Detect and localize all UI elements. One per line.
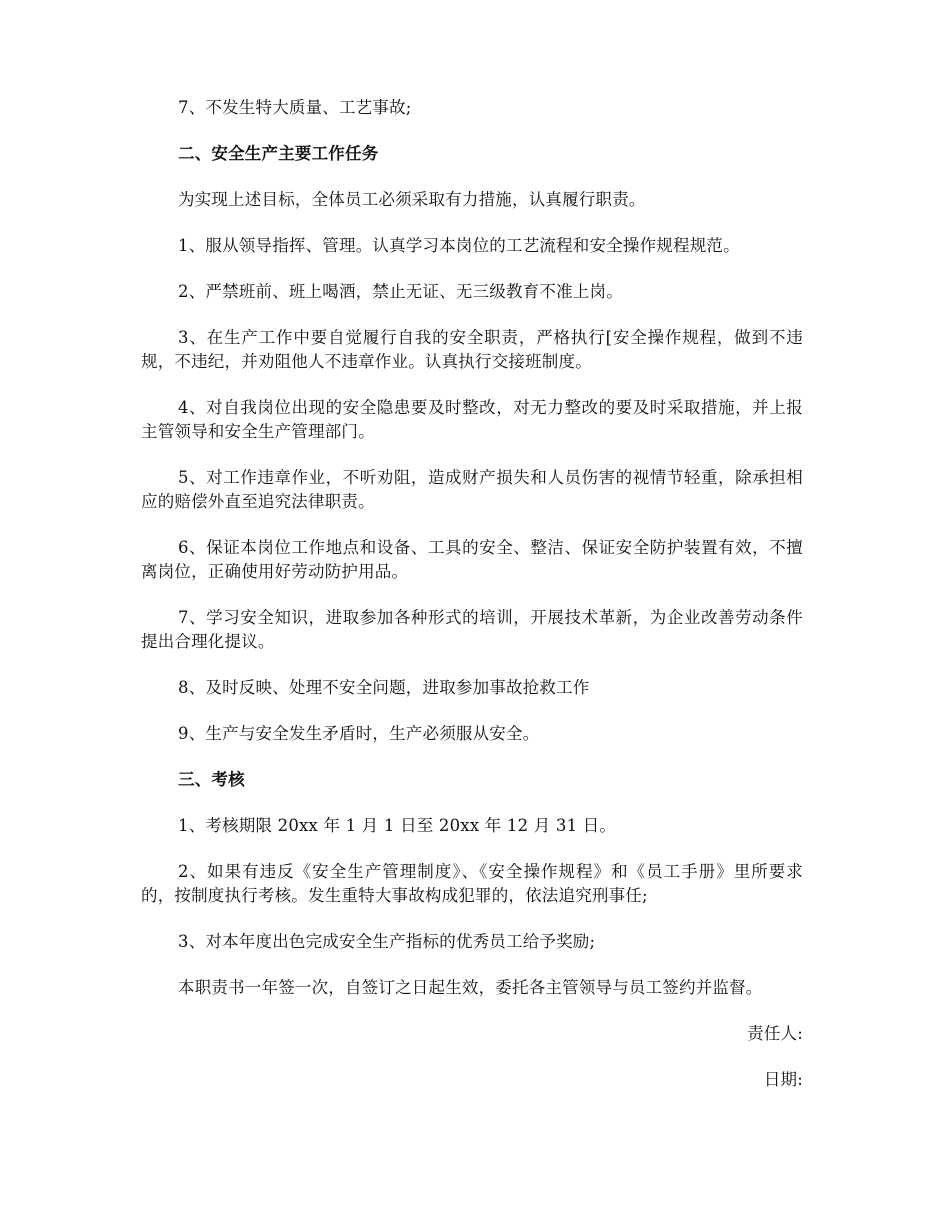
intro-paragraph: 为实现上述目标，全体员工必须采取有力措施，认真履行职责。 [178,190,646,209]
assess-3-paragraph: 3、对本年度出色完成安全生产指标的优秀员工给予奖励; [178,932,596,951]
task-6-paragraph: 6、保证本岗位工作地点和设备、工具的安全、整洁、保证安全防护装置有效，不擅离岗位，正确使用好劳动防护用品。 [141,538,803,581]
section-2-heading: 二、安全生产主要工作任务 [178,144,379,163]
document-page [141,96,803,1114]
task-1-paragraph: 1、服从领导指挥、管理。认真学习本岗位的工艺流程和安全操作规程规范。 [178,236,740,255]
section-3-heading: 三、考核 [178,770,245,789]
task-8-paragraph: 8、及时反映、处理不安全问题，进取参加事故抢救工作 [178,678,590,697]
task-2-paragraph: 2、严禁班前、班上喝酒，禁止无证、无三级教育不准上岗。 [178,282,623,301]
assess-1-paragraph: 1、考核期限 20xx 年 1 月 1 日至 20xx 年 12 月 31 日。 [178,816,617,835]
task-3-paragraph: 3、在生产工作中要自觉履行自我的安全职责，严格执行[安全操作规程，做到不违规，不违纪，并劝阻他人不违章作业。认真执行交接班制度。 [141,328,803,371]
task-4-paragraph: 4、对自我岗位出现的安全隐患要及时整改，对无力整改的要及时采取措施，并上报主管领导和安全生产管理部门。 [141,398,803,441]
closing-paragraph: 本职责书一年签一次，自签订之日起生效，委托各主管领导与员工签约并监督。 [178,978,763,997]
assess-2-paragraph: 2、如果有违反《安全生产管理制度》、《安全操作规程》和《员工手册》里所要求的，按制度执行考核。发生重特大事故构成犯罪的，依法追究刑事任; [141,862,803,905]
task-5-paragraph: 5、对工作违章作业，不听劝阻，造成财产损失和人员伤害的视情节轻重，除承担相应的赔偿外直至追究法律职责。 [141,468,803,511]
responsible-person-label: 责任人: [747,1024,803,1043]
task-7-paragraph: 7、学习安全知识，进取参加各种形式的培训，开展技术革新，为企业改善劳动条件提出合理化提议。 [141,608,803,651]
date-label: 日期: [763,1070,803,1089]
task-9-paragraph: 9、生产与安全发生矛盾时，生产必须服从安全。 [178,724,540,743]
goal-7-paragraph: 7、不发生特大质量、工艺事故; [178,98,412,117]
